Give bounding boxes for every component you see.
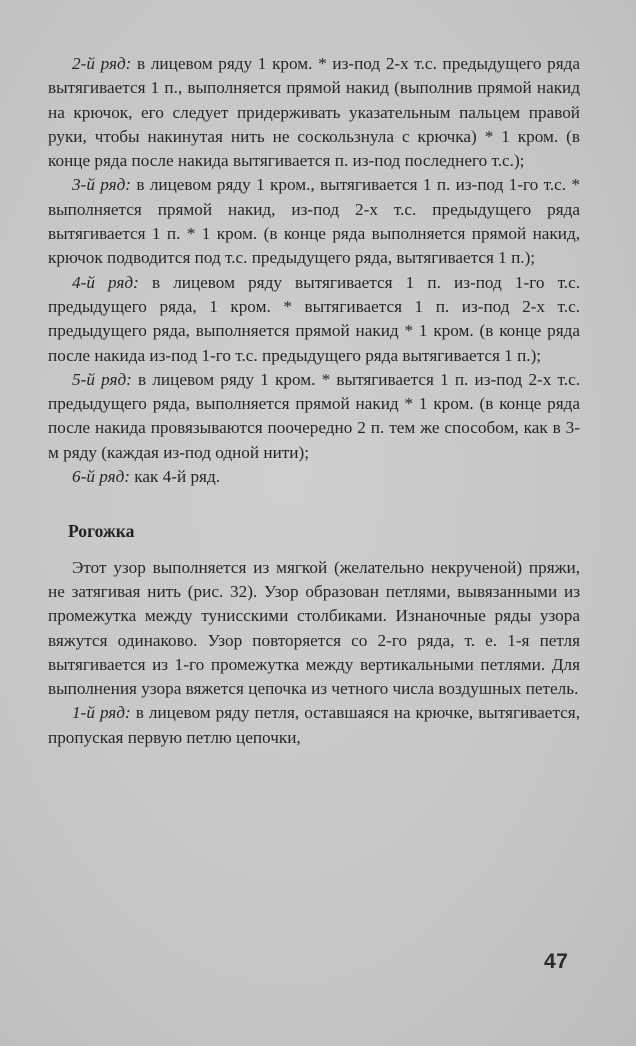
row-text: в лицевом ряду 1 кром., вытягивается 1 п. из-под 1-го т.с. * выполняется прямой накид, из-под 2-х т.с. предыдущего ряда вытягивается 1 п. * 1 кром. (в конце ряда выполняется прямой накид, крючок подводится под т.с. предыдущего ряда, вытягивается 1 п.);: [48, 175, 580, 268]
row-label: 2-й ряд:: [72, 54, 132, 73]
row-label: 1-й ряд:: [72, 703, 131, 723]
row-text: в лицевом ряду петля, оставшаяся на крючке, вытягивается, пропуская первую петлю цепочки,: [48, 703, 580, 747]
row-label: 5-й ряд:: [72, 369, 132, 389]
row-label: 3-й ряд:: [72, 175, 132, 195]
row-4-paragraph: [48, 271, 580, 368]
row-text: в лицевом ряду 1 кром. * из-под 2-х т.с. предыдущего ряда вытягивается 1 п., выполняется прямой накид (выполнив прямой накид на крючок, его следует придерживать указательным пальцем правой руки, чтобы накинутая нить не соскользнула с крючка) * 1 кром. (в конце ряда после накида вытягивается п. из-под последнего т.с.);: [48, 54, 580, 171]
row-5-paragraph: [48, 368, 580, 465]
intro-paragraph: Этот узор выполняется из мягкой (желательно некрученой) пряжи, не затягивая нить (рис. 32). Узор образован петлями, вывязанными из промежутка между тунисскими столбиками. Изнаночные ряды узора вяжутся одинаково. Узор повторяется со 2-го ряда, т. е. 1-я петля вытягивается из 1-го промежутка между вертикальными петлями. Для выполнения узора вяжется цепочка из четного числа воздушных петель.: [48, 557, 580, 699]
row-text: в лицевом ряду вытягивается 1 п. из-под 1-го т.с. предыдущего ряда, 1 кром. * вытягивается 1 п. из-под 2-х т.с. предыдущего ряда, выполняется прямой накид * 1 кром. (в конце ряда после накида из-под 1-го т.с. предыдущего ряда вытягивается 1 п.);: [48, 272, 581, 365]
row-6-paragraph: [48, 465, 580, 489]
row-1-paragraph: [48, 701, 580, 750]
row-2-paragraph: [48, 52, 580, 173]
page-body: [48, 52, 580, 750]
row-label: 4-й ряд:: [72, 272, 139, 292]
row-text: в лицевом ряду 1 кром. * вытягивается 1 п. из-под 2-х т.с. предыдущего ряда, выполняется прямой накид * 1 кром. (в конце ряда после накида провязываются поочередно 2 п. тем же способом, как в 3-м ряду (каждая из-под одной нити);: [48, 369, 580, 462]
row-label: 6-й ряд:: [72, 467, 130, 487]
row-text: как 4-й ряд.: [129, 467, 221, 487]
section-heading: Рогожка: [68, 521, 135, 542]
page-number: 47: [544, 950, 569, 973]
row-3-paragraph: [48, 173, 580, 270]
